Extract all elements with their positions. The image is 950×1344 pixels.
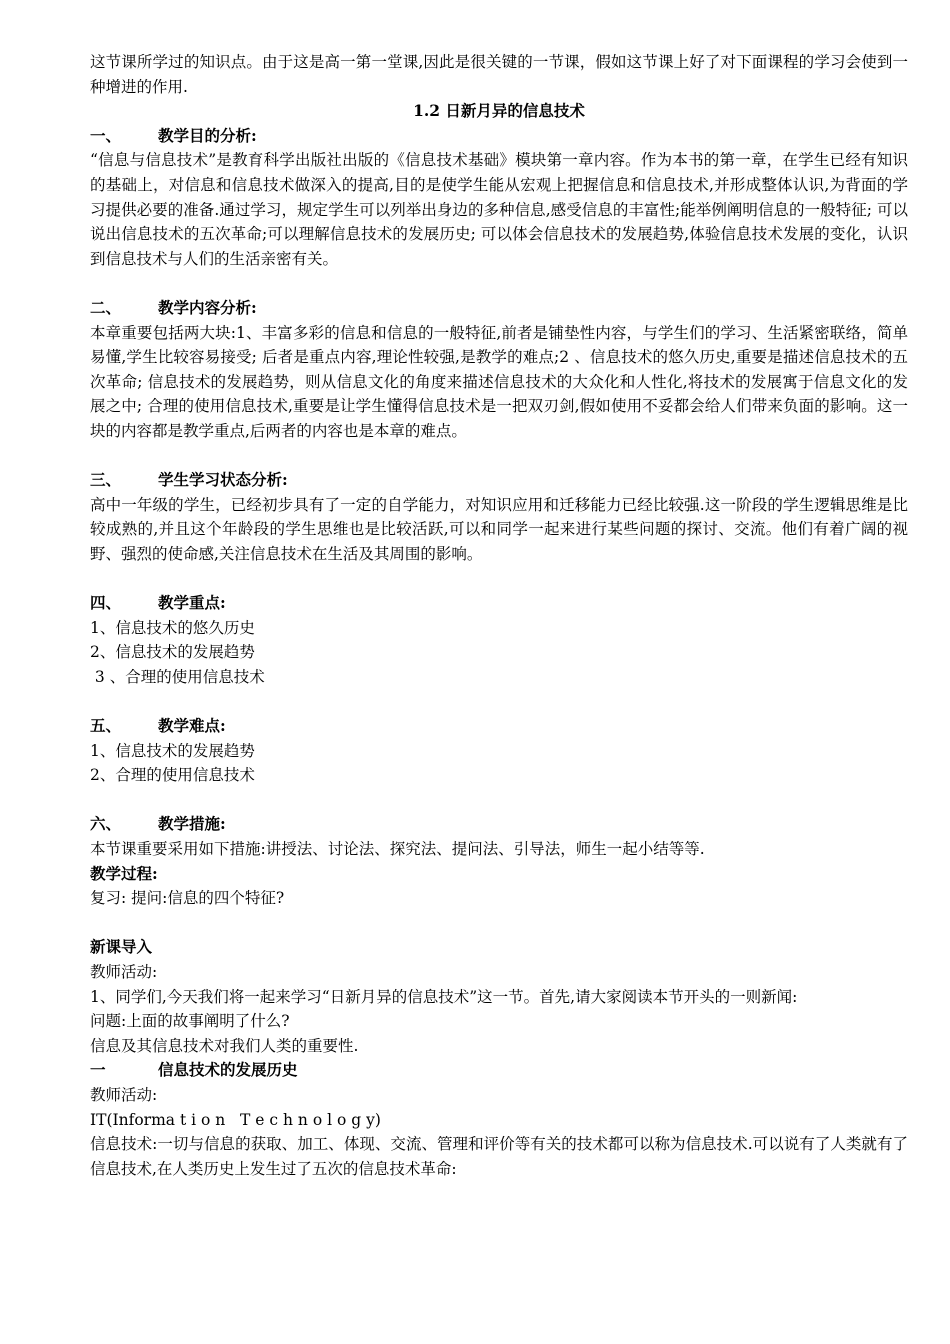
spacer: [90, 566, 908, 591]
heading-new-lesson: 新课导入: [90, 937, 153, 957]
heading-number: 二、: [90, 297, 122, 317]
heading-measures: [90, 812, 908, 837]
heading-text: 学生学习状态分析:: [158, 470, 288, 490]
heading-key-points: [90, 591, 908, 616]
spacer: [90, 689, 908, 714]
paragraph-definition: 信息技术:一切与信息的获取、加工、体现、交流、管理和评价等有关的技术都可以称为信息技术.可以说有了人类就有了信息技术,在人类历史上发生过了五次的信息技术革命:: [90, 1135, 908, 1178]
spacer: [90, 911, 908, 936]
heading-content-analysis: [90, 296, 908, 321]
paragraph-measures: 本节课重要采用如下措施:讲授法、讨论法、探究法、提问法、引导法，师生一起小结等等.: [90, 840, 705, 858]
it-definition-line: IT(Informa t i o n T e c h n o l o g y): [90, 1110, 381, 1129]
spacer: [90, 271, 908, 296]
heading-teaching-goal: [90, 124, 908, 149]
spacer: [90, 444, 908, 469]
heading-student-state: [90, 468, 908, 493]
heading-number: 一: [90, 1060, 106, 1080]
paragraph-content-analysis: 本章重要包括两大块:1、丰富多彩的信息和信息的一般特征,前者是铺垫性内容，与学生们的学习、生活紧密联络，简单易懂,学生比较容易接受; 后者是重点内容,理论性较强,是教学的难点;2 、信息技术的悠久历史,重要是描述信息技术的五次革命; 信息技术的发展趋势，则从信息文化的角度来描述信息技术的大众化和人性化,将技术的发展寓于信息文化的发展之中; 合理的使用信息技术,重要是让学生懂得信息技术是一把双刃剑,假如使用不妥都会给人们带来负面的影响。这一块的内容都是教学重点,后两者的内容也是本章的难点。: [90, 323, 908, 440]
heading-difficulties: [90, 714, 908, 739]
spacer: [90, 788, 908, 813]
list-item: 1、信息技术的悠久历史: [90, 618, 255, 637]
teacher-activity-label: 教师活动:: [90, 962, 158, 981]
list-item: 3 、合理的使用信息技术: [90, 667, 265, 686]
paragraph-new-lesson: 1、同学们,今天我们将一起来学习“日新月异的信息技术”这一节。首先,请大家阅读本节开头的一则新闻:: [90, 987, 798, 1006]
list-item: 2、信息技术的发展趋势: [90, 643, 255, 662]
question-line: 问题:上面的故事阐明了什么?: [90, 1012, 290, 1031]
answer-line: 信息及其信息技术对我们人类的重要性.: [90, 1036, 359, 1055]
section-title: 1.2 日新月异的信息技术: [413, 101, 585, 121]
heading-number: 五、: [90, 716, 122, 736]
heading-text: 教学难点:: [158, 716, 226, 736]
document-page: [90, 50, 908, 1181]
heading-text: 教学目的分析:: [158, 125, 257, 145]
heading-text: 教学内容分析:: [158, 297, 257, 317]
heading-number: 三、: [90, 470, 122, 490]
heading-history: [90, 1058, 908, 1083]
intro-paragraph: 这节课所学过的知识点。由于这是高一第一堂课,因此是很关键的一节课，假如这节课上好了对下面课程的学习会使到一种增进的作用.: [90, 53, 908, 96]
heading-text: 教学重点:: [158, 593, 226, 613]
paragraph-student-state: 高中一年级的学生，已经初步具有了一定的自学能力，对知识应用和迁移能力已经比较强.这一阶段的学生逻辑思维是比较成熟的,并且这个年龄段的学生思维也是比较活跃,可以和同学一起来进行某些问题的探讨、交流。他们有着广阔的视野、强烈的使命感,关注信息技术在生活及其周围的影响。: [90, 495, 908, 563]
list-item: 2、合理的使用信息技术: [90, 766, 255, 785]
paragraph-teaching-goal: “信息与信息技术”是教育科学出版社出版的《信息技术基础》模块第一章内容。作为本书的第一章，在学生已经有知识的基础上，对信息和信息技术做深入的提高,目的是使学生能从宏观上把握信息和信息技术,并形成整体认识,为背面的学习提供必要的准备.通过学习，规定学生可以列举出身边的多种信息,感受信息的丰富性;能举例阐明信息的一般特征; 可以说出信息技术的五次革命;可以理解信息技术的发展历史; 可以体会信息技术的发展趋势,体验信息技术发展的变化，认识到信息技术与人们的生活亲密有关。: [90, 151, 908, 268]
paragraph-review: 复习: 提问:信息的四个特征?: [90, 889, 285, 908]
heading-number: 六、: [90, 814, 122, 834]
heading-process: 教学过程:: [90, 863, 158, 883]
heading-text: 教学措施:: [158, 814, 226, 834]
heading-number: 一、: [90, 125, 122, 145]
list-item: 1、信息技术的发展趋势: [90, 741, 255, 760]
heading-number: 四、: [90, 593, 122, 613]
heading-text: 信息技术的发展历史: [158, 1060, 298, 1080]
teacher-activity-label: 教师活动:: [90, 1085, 158, 1104]
